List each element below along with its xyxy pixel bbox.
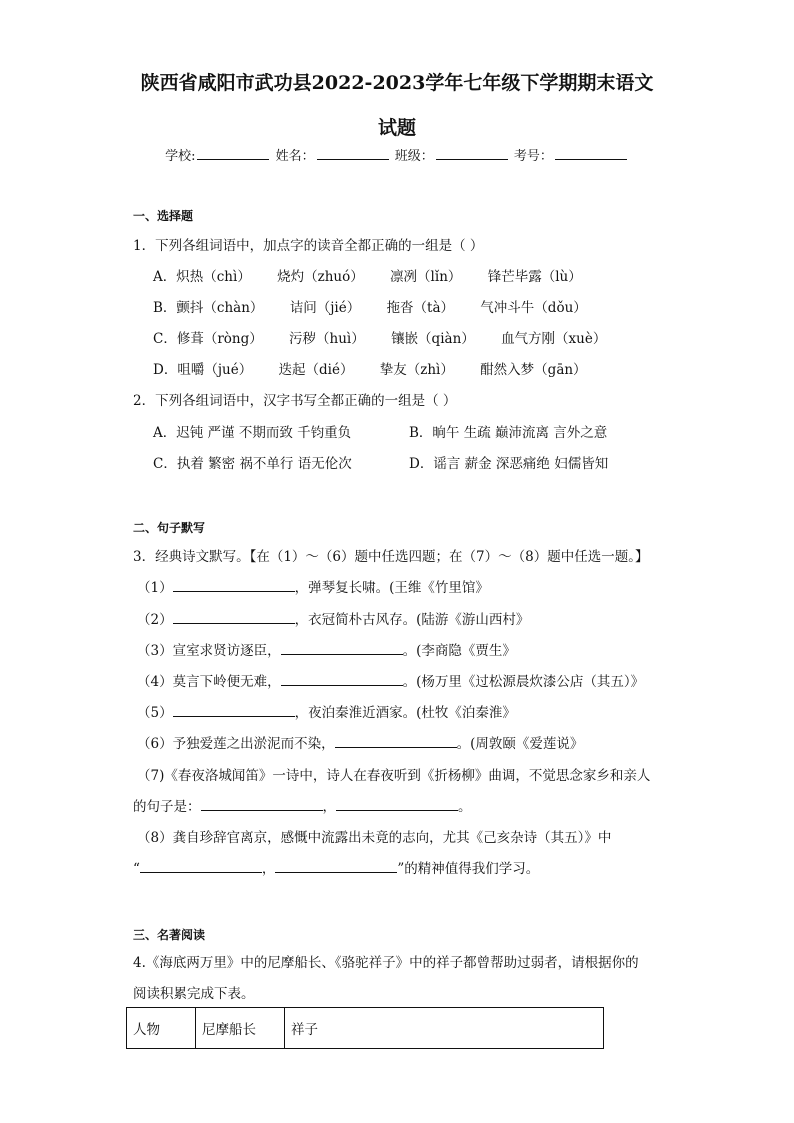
recite-line-3 bbox=[137, 639, 516, 659]
recite-line-7b bbox=[133, 795, 472, 815]
recite-5-num: （5） bbox=[137, 705, 173, 721]
q1-option-a[interactable] bbox=[153, 265, 582, 285]
table-header-nemo: 尼摩船长 bbox=[196, 1008, 285, 1049]
q1-d-word1: D．咀嚼（jué） bbox=[153, 362, 253, 378]
recite-3-text: （3）宣室求贤访逐臣， bbox=[137, 643, 281, 659]
recite-7-blank1[interactable] bbox=[201, 796, 323, 811]
recite-8-open-quote: “ bbox=[133, 861, 140, 877]
recite-5-text: ，夜泊秦淮近酒家。(杜牧《泊秦淮》 bbox=[294, 705, 516, 721]
recite-6-blank[interactable] bbox=[335, 733, 457, 748]
recite-7-comma: ， bbox=[322, 799, 336, 815]
q1-c-word1: C．修葺（ròng） bbox=[153, 331, 263, 347]
question1-stem: 1．下列各组词语中，加点字的读音全都正确的一组是（ ） bbox=[133, 238, 484, 254]
q1-option-d[interactable] bbox=[153, 358, 587, 378]
question3-stem: 3．经典诗文默写。【在（1）～（6）题中任选四题；在（7）～（8）题中任选一题。】 bbox=[133, 549, 649, 565]
q1-option-c[interactable] bbox=[153, 327, 606, 347]
recite-1-blank[interactable] bbox=[173, 577, 295, 592]
q1-d-word3: 挚友（zhì） bbox=[379, 362, 454, 378]
q1-a-word2: 烧灼（zhuó） bbox=[277, 269, 364, 285]
q2-option-d[interactable]: D．谣言 薪金 深恶痛绝 妇儒皆知 bbox=[409, 456, 609, 472]
q1-d-word2: 迭起（dié） bbox=[278, 362, 354, 378]
recite-7-text: 的句子是： bbox=[133, 799, 201, 815]
recite-line-1 bbox=[137, 576, 489, 596]
recite-4-source: 。(杨万里《过松源晨炊漆公店（其五）》 bbox=[402, 674, 645, 690]
recite-line-8a: （8）龚自珍辞官离京，感慨中流露出未竟的志向，尤其《己亥杂诗（其五）》中 bbox=[137, 830, 612, 846]
question4-line1: 4.《海底两万里》中的尼摩船长、《骆驼祥子》中的祥子都曾帮助过弱者，请根据你的 bbox=[133, 955, 639, 971]
book-comparison-table bbox=[126, 1007, 604, 1049]
recite-2-text: ，衣冠简朴古风存。(陆游《游山西村》 bbox=[294, 612, 530, 628]
q1-b-word1: B．颤抖（chàn） bbox=[153, 300, 264, 316]
q1-c-word3: 镶嵌（qiàn） bbox=[391, 331, 475, 347]
q1-d-word4: 酣然入梦（gān） bbox=[480, 362, 587, 378]
section2-heading: 二、句子默写 bbox=[133, 521, 206, 535]
class-blank[interactable] bbox=[436, 147, 508, 160]
recite-7-end: 。 bbox=[458, 799, 472, 815]
school-label: 学校: bbox=[165, 149, 196, 164]
recite-8-comma: ， bbox=[261, 861, 276, 877]
table-header-xiangzi: 祥子 bbox=[285, 1008, 604, 1049]
name-blank[interactable] bbox=[317, 147, 389, 160]
page-title-line1: 陕西省咸阳市武功县2022-2023学年七年级下学期期末语文 bbox=[140, 72, 654, 94]
q1-a-word1: A．炽热（chì） bbox=[153, 269, 251, 285]
q1-b-word4: 气冲斗牛（dǒu） bbox=[480, 300, 587, 316]
recite-3-blank[interactable] bbox=[281, 640, 403, 655]
recite-3-source: 。(李商隐《贾生》 bbox=[402, 643, 516, 659]
q1-b-word3: 拖沓（tà） bbox=[386, 300, 454, 316]
q2-option-b[interactable]: B．晌午 生疏 巅沛流离 言外之意 bbox=[409, 425, 608, 441]
recite-4-text: （4）莫言下岭便无难， bbox=[137, 674, 281, 690]
q1-b-word2: 诘问（jié） bbox=[289, 300, 361, 316]
recite-8-text: ”的精神值得我们学习。 bbox=[397, 861, 540, 877]
q1-c-word4: 血气方刚（xuè） bbox=[501, 331, 607, 347]
section1-heading: 一、选择题 bbox=[133, 209, 194, 223]
recite-4-blank[interactable] bbox=[281, 671, 403, 686]
recite-2-blank[interactable] bbox=[173, 609, 295, 624]
recite-line-8b bbox=[133, 857, 539, 877]
recite-5-blank[interactable] bbox=[173, 702, 295, 717]
question2-stem: 2．下列各组词语中，汉字书写全都正确的一组是（ ） bbox=[133, 393, 457, 409]
table-row bbox=[127, 1008, 604, 1049]
table-header-character: 人物 bbox=[127, 1008, 196, 1049]
recite-1-num: （1） bbox=[137, 580, 173, 596]
recite-6-source: 。(周敦颐《爱莲说》 bbox=[456, 736, 584, 752]
question4-line2: 阅读积累完成下表。 bbox=[133, 986, 255, 1002]
q1-a-word4: 锋芒毕露（lù） bbox=[487, 269, 582, 285]
recite-line-6 bbox=[137, 732, 583, 752]
class-label: 班级： bbox=[394, 149, 434, 164]
recite-8-blank2[interactable] bbox=[275, 858, 397, 873]
recite-7-blank2[interactable] bbox=[336, 796, 458, 811]
recite-line-2 bbox=[137, 608, 529, 628]
name-label: 姓名： bbox=[275, 149, 315, 164]
student-info-row bbox=[0, 145, 794, 164]
recite-line-4 bbox=[137, 670, 644, 690]
exam-number-blank[interactable] bbox=[555, 147, 627, 160]
exam-number-label: 考号： bbox=[513, 149, 553, 164]
q1-c-word2: 污秽（huì） bbox=[289, 331, 365, 347]
recite-1-text: ，弹琴复长啸。(王维《竹里馆》 bbox=[294, 580, 489, 596]
q1-a-word3: 凛冽（lǐn） bbox=[390, 269, 462, 285]
page-title-line2: 试题 bbox=[377, 117, 416, 139]
q1-option-b[interactable] bbox=[153, 296, 587, 316]
q2-option-a[interactable]: A．迟钝 严谨 不期而致 千钧重负 bbox=[153, 425, 352, 441]
recite-6-text: （6）予独爱莲之出淤泥而不染， bbox=[137, 736, 335, 752]
recite-8-blank1[interactable] bbox=[140, 858, 262, 873]
recite-2-num: （2） bbox=[137, 612, 173, 628]
section3-heading: 三、名著阅读 bbox=[133, 928, 206, 942]
school-blank[interactable] bbox=[197, 147, 269, 160]
recite-line-5 bbox=[137, 701, 516, 721]
recite-line-7a: （7)《春夜洛城闻笛》一诗中，诗人在春夜听到《折杨柳》曲调，不觉思念家乡和亲人 bbox=[137, 768, 651, 784]
q2-option-c[interactable]: C．执着 繁密 祸不单行 语无伦次 bbox=[153, 456, 352, 472]
